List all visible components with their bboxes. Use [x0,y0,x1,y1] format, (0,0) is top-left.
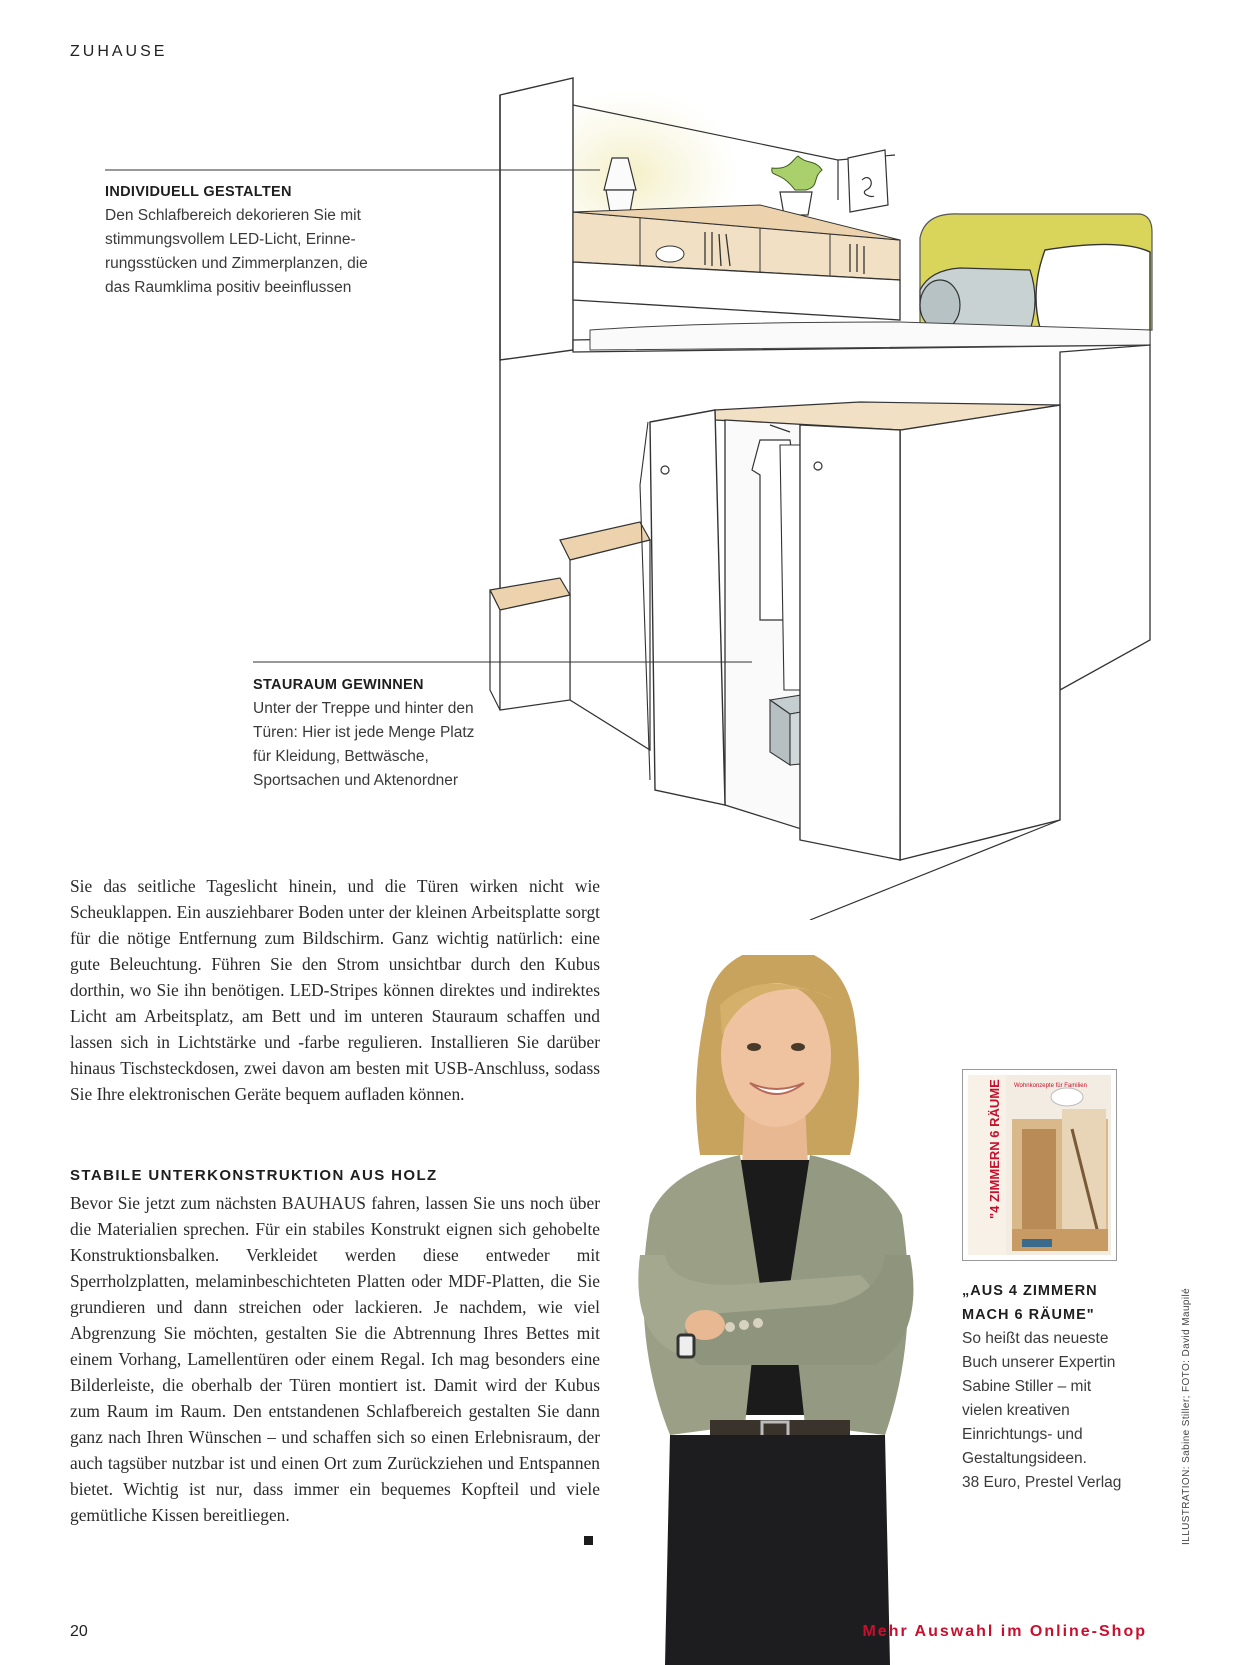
caption-line: Türen: Hier ist jede Menge Platz [253,724,475,741]
online-shop-link[interactable]: Mehr Auswahl im Online-Shop [862,1623,1147,1640]
caption-heading: STAURAUM GEWINNEN [253,677,424,693]
caption-line: rungsstücken und Zimmerplanzen, die [105,255,368,272]
caption-line: das Raumklima positiv beeinflussen [105,279,352,296]
wall-picture [848,150,888,212]
caption-heading: INDIVIDUELL GESTALTEN [105,184,292,200]
article-paragraph-1: Sie das seitliche Tageslicht hinein, und die Türen wirken nicht wie Scheuklappen. Ein ausziehbarer Boden unter der kleinen Arbeitsplatte sorgt für die nötige Entfernung zum Bildschirm. Ganz wichtig natürlich: eine gute Beleuchtung. Führen Sie den Strom unsichtbar durch den Kubus dorthin, wo Sie ihn benötigen. LED-Stripes können direktes und indirektes Licht am Arbeitsplatz, am Bett und im unteren Stauraum schaffen und lassen sich in Lichtstärke und -farbe regulieren. Installieren Sie darüber hinaus Tischsteckdosen, zwei davon am besten mit USB-Anschluss, sodass Sie Ihre elektronischen Geräte bequem aufladen können. [70,876,600,1104]
book-cover-title: "4 ZIMMERN 6 RÄUME [987,1079,1002,1219]
caption-line: stimmungsvollem LED-Licht, Erinne- [105,231,356,248]
book-cover-subtitle: Wohnkonzepte für Familien [1014,1083,1087,1089]
book-caption-heading-line1: „AUS 4 ZIMMERN [962,1283,1098,1299]
book-caption-line: Einrichtungs- und [962,1426,1083,1443]
photo-credit: ILLUSTRATION: Sabine Stiller; FOTO: David Maupilé [1181,1287,1192,1545]
page-number: 20 [70,1623,88,1640]
caption-line: Sportsachen und Aktenordner [253,772,459,789]
book-cover [962,1069,1117,1261]
end-mark [584,1536,593,1545]
plant-icon [772,156,822,215]
caption-line: Den Schlafbereich dekorieren Sie mit [105,207,361,224]
book-caption-line: Gestaltungsideen. [962,1450,1087,1467]
book-caption-heading-line2: MACH 6 RÄUME" [962,1307,1095,1323]
book-caption [962,1279,1162,1495]
book-caption-line: So heißt das neueste [962,1330,1109,1347]
book-caption-line: Buch unserer Expertin [962,1354,1116,1371]
expert-portrait [610,955,940,1665]
caption-line: für Kleidung, Bettwäsche, [253,748,429,765]
article-paragraph-2: Bevor Sie jetzt zum nächsten BAUHAUS fahren, lassen Sie uns noch über die Materialien sprechen. Für ein stabiles Konstrukt eignen sich gehobelte Konstruktionsbalken. Verkleidet werden diese entweder mit Sperrholzplatten, melaminbeschichteten Platten oder MDF-Platten, die Sie grundieren und dann streichen oder lackieren. Je nachdem, wie viel Abgrenzung Sie möchten, gestalten Sie die Abtrennung Ihres Bettes mit einem Vorhang, Lamellentüren oder einem Regal. Ich mag besonders eine Bilderleiste, die oberhalb der Türen montiert ist. Damit wird der Kubus zum Raum im Raum. Den entstandenen Schlafbereich gestalten Sie dann ganz nach Ihren Wünschen – und schaffen sich so einen Erlebnisraum, der auch tagsüber nutzbar ist und einen Ort zum Zurückziehen und Entspannen bietet. Wichtig ist nur, dass immer ein bequemes Kopfteil und viele gemütliche Kissen bereitliegen. [70,1193,600,1525]
book-caption-line: Sabine Stiller – mit [962,1378,1092,1395]
book-caption-line: vielen kreativen [962,1402,1070,1419]
section-label: ZUHAUSE [70,43,168,60]
article-subheading: STABILE UNTERKONSTRUKTION AUS HOLZ [70,1167,438,1184]
caption-individuell-gestalten [105,180,395,300]
book-caption-line: 38 Euro, Prestel Verlag [962,1474,1122,1491]
caption-stauraum-gewinnen [253,673,503,793]
caption-line: Unter der Treppe und hinter den [253,700,474,717]
stairs [490,422,650,780]
